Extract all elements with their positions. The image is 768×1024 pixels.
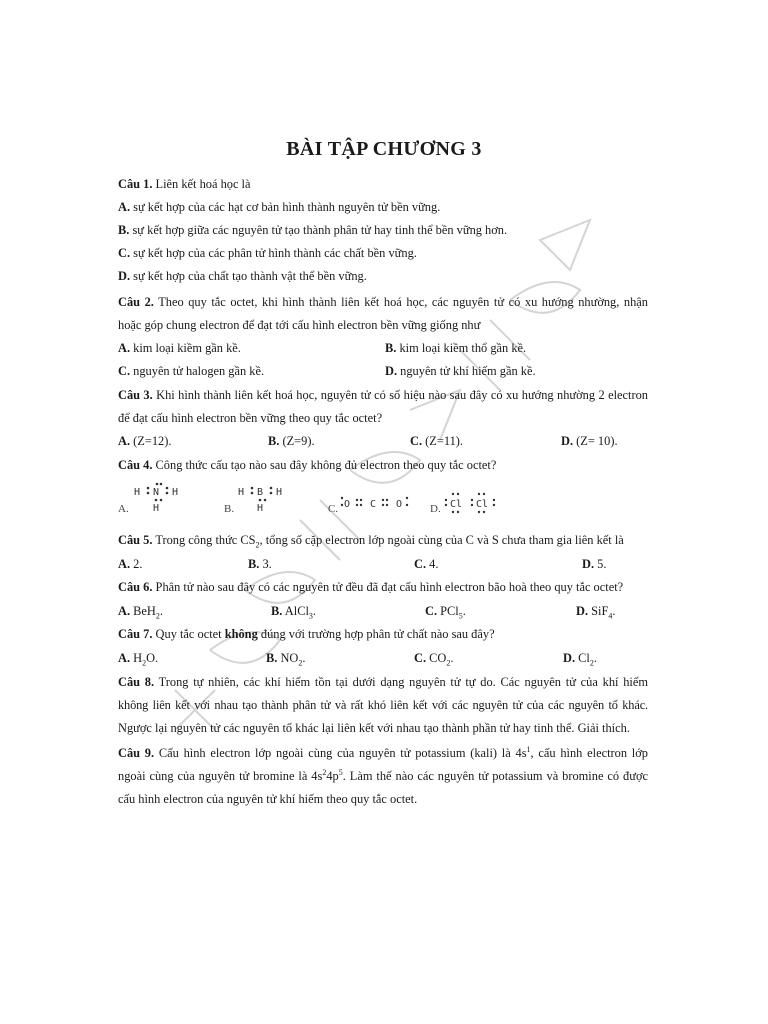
option-key: C.: [118, 364, 131, 378]
option-text: kim loại kiềm gần kề.: [133, 341, 241, 355]
text-part: 4p: [326, 769, 339, 783]
option-text: 4.: [429, 557, 439, 571]
option-text: sự kết hợp của chất tạo thành vật thể bền vững.: [133, 269, 367, 283]
svg-text:H: H: [153, 503, 160, 514]
option-text: kim loại kiềm thổ gần kề.: [399, 341, 527, 355]
question-text-line1: Trong tự nhiên, các khí hiếm tồn tại dưới dạng nguyên tử tự do. Các nguyên tử của khí hiếm: [158, 675, 648, 689]
formula-text: SiF: [591, 604, 609, 618]
option-key: D.: [563, 651, 576, 665]
option-key: B.: [268, 434, 280, 448]
option-text: nguyên tử halogen gần kề.: [133, 364, 265, 378]
question-text-line1: Theo quy tắc octet, khi hình thành liên kết hoá học, các nguyên tử có xu hướng nhường, nhận: [158, 295, 648, 309]
option-key: C.: [410, 434, 423, 448]
text-part: , cấu hình electron lớp: [530, 746, 648, 760]
subscript: 5: [458, 611, 463, 621]
question-label: Câu 1.: [118, 177, 153, 191]
question-2-line2: hoặc góp chung electron để đạt tới cấu hình electron bền vững giống như: [118, 318, 481, 332]
formula-text: .: [462, 604, 466, 618]
formula-text: .: [312, 604, 317, 618]
option-text: (Z= 10).: [576, 434, 618, 448]
text-part: Quy tắc octet: [155, 627, 225, 641]
option-text: (Z=12).: [133, 434, 172, 448]
option-key: A.: [118, 341, 131, 355]
option-text: 5.: [597, 557, 607, 571]
option-text: nguyên tử khí hiếm gần kề.: [400, 364, 536, 378]
option-key: A.: [118, 503, 129, 515]
question-9-line3: cấu hình electron của nguyên tử khí hiếm theo quy tắc octet.: [118, 792, 418, 806]
option-text: (Z=9).: [282, 434, 315, 448]
question-text: Liên kết hoá học là: [155, 177, 251, 191]
option-key: A.: [118, 604, 131, 618]
formula-text: NO: [280, 651, 299, 665]
option-text: sự kết hợp của các phân tử hình thành các chất bền vững.: [133, 246, 417, 260]
option-key: D.: [430, 503, 441, 515]
option-key: A.: [118, 434, 131, 448]
subscript: 2: [255, 540, 260, 550]
question-8-line3: Ngược lại nguyên tử các nguyên tố khác lại liên kết với nhau tạo thành phần tử hay tinh thể. Giải thích.: [118, 721, 630, 735]
option-key: B.: [224, 503, 235, 515]
formula-text: Cl: [578, 651, 590, 665]
subscript: 2: [155, 611, 160, 621]
question-label: Câu 3.: [118, 388, 153, 402]
option-key: B.: [118, 223, 130, 237]
subscript: 3: [308, 611, 313, 621]
option-key: C.: [414, 557, 427, 571]
question-text: Phân tử nào sau đây có các nguyên tử đều đã đạt cấu hình electron bão hoà theo quy tắc octet?: [155, 580, 624, 594]
formula-text: AlCl: [284, 604, 309, 618]
svg-text:Cl: Cl: [450, 499, 463, 510]
question-8-line2: không liên kết với nhau tạo thành phân tử và rất khó liên kết với các nguyên tử của các nguyên tố khác.: [118, 698, 648, 712]
svg-text:N: N: [153, 487, 160, 498]
svg-text:O: O: [344, 499, 351, 510]
subscript: 2: [142, 658, 147, 668]
subscript: 2: [298, 658, 303, 668]
option-text: sự kết hợp của các hạt cơ bản hình thành nguyên tử bền vững.: [133, 200, 441, 214]
question-label: Câu 2.: [118, 295, 154, 309]
question-label: Câu 6.: [118, 580, 153, 594]
formula-text: .: [159, 604, 163, 618]
question-3-line2: để đạt cấu hình electron bền vững theo quy tắc octet?: [118, 411, 383, 425]
option-text: (Z=11).: [425, 434, 463, 448]
formula-text: CO: [429, 651, 447, 665]
formula-text: .: [450, 651, 454, 665]
text-part: . Làm thế nào các nguyên tử potassium và bromine có được: [342, 769, 648, 783]
formula-text: O.: [146, 651, 159, 665]
svg-text:C: C: [370, 499, 377, 510]
svg-text:H: H: [134, 487, 141, 498]
question-label: Câu 8.: [118, 675, 155, 689]
question-label: Câu 9.: [118, 746, 155, 760]
text-part: , tổng số cặp electron lớp ngoài cùng của C và S chưa tham gia liên kết là: [259, 533, 624, 547]
option-text: 2.: [133, 557, 143, 571]
subscript: 4: [608, 611, 613, 621]
emphasis: không: [224, 627, 258, 641]
formula-text: BeH: [133, 604, 156, 618]
svg-text:H: H: [172, 487, 179, 498]
svg-text:Cl: Cl: [476, 499, 489, 510]
formula-text: PCl: [440, 604, 459, 618]
option-key: A.: [118, 200, 131, 214]
option-key: D.: [582, 557, 595, 571]
option-key: C.: [425, 604, 438, 618]
option-key: C.: [118, 246, 131, 260]
option-text: 3.: [262, 557, 272, 571]
option-key: D.: [561, 434, 574, 448]
superscript: 5: [338, 767, 343, 777]
option-key: B.: [271, 604, 283, 618]
question-label: Câu 4.: [118, 458, 153, 472]
text-part: ngoài cùng của nguyên tử bromine là 4s: [118, 769, 323, 783]
page-title: BÀI TẬP CHƯƠNG 3: [286, 138, 482, 160]
option-text: sự kết hợp giữa các nguyên tử tạo thành phân tử hay tinh thể bền vững hơn.: [132, 223, 508, 237]
option-key: C.: [414, 651, 427, 665]
option-key: A.: [118, 651, 131, 665]
text-part: Cấu hình electron lớp ngoài cùng của nguyên tử potassium (kali) là 4s: [158, 746, 527, 760]
question-text: Công thức cấu tạo nào sau đây không đủ electron theo quy tắc octet?: [155, 458, 497, 472]
formula-text: .: [593, 651, 597, 665]
option-key: B.: [266, 651, 278, 665]
svg-text:B: B: [257, 487, 264, 498]
option-key: A.: [118, 557, 131, 571]
option-key: D.: [118, 269, 131, 283]
option-key: C.: [328, 503, 339, 515]
svg-text:O: O: [396, 499, 403, 510]
option-key: B.: [248, 557, 260, 571]
formula-text: .: [612, 604, 616, 618]
option-key: D.: [576, 604, 589, 618]
question-label: Câu 7.: [118, 627, 153, 641]
svg-text:H: H: [257, 503, 264, 514]
svg-text:H: H: [238, 487, 245, 498]
question-text-line1: Khi hình thành liên kết hoá học, nguyên tử có số hiệu nào sau đây có xu hướng nhường 2 electron: [156, 388, 648, 402]
option-key: B.: [385, 341, 397, 355]
option-key: D.: [385, 364, 398, 378]
question-label: Câu 5.: [118, 533, 153, 547]
superscript: 1: [526, 744, 531, 754]
subscript: 2: [446, 658, 451, 668]
formula-text: H: [133, 651, 143, 665]
text-part: Trong công thức CS: [155, 533, 256, 547]
formula-text: .: [302, 651, 306, 665]
text-part: đúng với trường hợp phân tử chất nào sau đây?: [257, 627, 495, 641]
svg-text:H: H: [276, 487, 283, 498]
superscript: 2: [322, 767, 327, 777]
subscript: 2: [589, 658, 594, 668]
